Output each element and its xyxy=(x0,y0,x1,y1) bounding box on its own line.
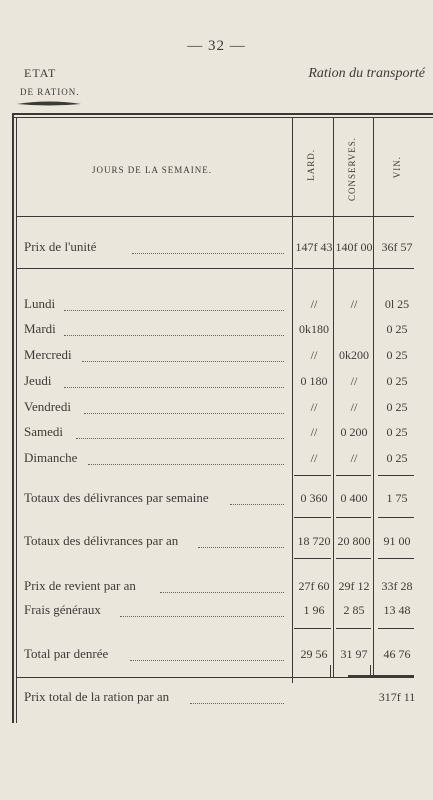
table-top-rule xyxy=(12,113,433,115)
weekly-total-conserves: 0 400 xyxy=(340,491,368,505)
weekly-total-label: Totaux des délivrances par semaine xyxy=(24,490,209,505)
day-leader xyxy=(64,298,284,311)
header-rule-cols xyxy=(292,216,414,217)
header-rule xyxy=(17,216,292,217)
overhead-sum-rule-2 xyxy=(336,628,371,629)
overhead-label: Frais généraux xyxy=(24,602,101,617)
cost-price-conserves: 29f 12 xyxy=(338,579,370,593)
day-label-samedi: Samedi xyxy=(24,424,63,439)
table-top-rule-thin xyxy=(12,117,433,118)
day-mercredi-conserves: 0k200 xyxy=(339,348,369,362)
day-vendredi-vin: 0 25 xyxy=(386,400,408,414)
days-header: JOURS DE LA SEMAINE. xyxy=(92,165,213,175)
unit-price-vin: 36f 57 xyxy=(381,240,413,254)
ration-total-leader xyxy=(190,691,284,704)
ration-table xyxy=(12,113,433,723)
table-left-rule xyxy=(12,113,14,723)
day-leader xyxy=(64,375,284,388)
day-mercredi-lard: // xyxy=(310,348,318,362)
day-mardi-lard: 0k180 xyxy=(299,322,329,336)
total-per-item-conserves: 31 97 xyxy=(340,647,368,661)
day-dimanche-lard: // xyxy=(310,451,318,465)
day-jeudi-conserves: // xyxy=(350,374,358,388)
day-leader xyxy=(88,452,284,465)
unit-price-rule-cols xyxy=(294,268,414,269)
yearly-total-label: Totaux des délivrances par an xyxy=(24,533,179,548)
day-vendredi-lard: // xyxy=(310,400,318,414)
header-de-ration: DE RATION. xyxy=(20,87,80,97)
cost-price-vin: 33f 28 xyxy=(381,579,413,593)
overhead-leader xyxy=(120,604,284,617)
col-header-lard: LARD. xyxy=(306,149,316,181)
overhead-sum-rule-3 xyxy=(378,628,414,629)
day-dimanche-conserves: // xyxy=(350,451,358,465)
day-samedi-conserves: 0 200 xyxy=(340,425,368,439)
col-divider-1 xyxy=(292,118,293,683)
day-samedi-vin: 0 25 xyxy=(386,425,408,439)
col-divider-3 xyxy=(373,118,374,678)
day-label-vendredi: Vendredi xyxy=(24,399,71,414)
days-sum-rule-1 xyxy=(294,475,331,476)
day-dimanche-vin: 0 25 xyxy=(386,451,408,465)
overhead-conserves: 2 85 xyxy=(343,603,365,617)
weekly-sum-rule-3 xyxy=(378,517,414,518)
day-leader xyxy=(76,426,284,439)
day-label-dimanche: Dimanche xyxy=(24,450,78,465)
days-sum-rule-3 xyxy=(378,475,414,476)
yearly-total-leader xyxy=(198,535,284,548)
day-mercredi-vin: 0 25 xyxy=(386,348,408,362)
day-label-mercredi: Mercredi xyxy=(24,347,72,362)
total-per-item-leader xyxy=(130,648,284,661)
unit-price-conserves: 140f 00 xyxy=(335,240,373,254)
day-leader xyxy=(82,349,284,362)
day-vendredi-conserves: // xyxy=(350,400,358,414)
weekly-sum-rule-1 xyxy=(294,517,331,518)
ration-total-label: Prix total de la ration par an xyxy=(24,689,170,704)
weekly-sum-rule-2 xyxy=(336,517,371,518)
day-leader xyxy=(64,323,284,336)
bottom-rule-heavy xyxy=(348,675,414,677)
header-etat: ETAT xyxy=(24,66,57,80)
day-lundi-vin: 0l 25 xyxy=(384,297,410,311)
yearly-sum-rule-3 xyxy=(378,558,414,559)
day-label-jeudi: Jeudi xyxy=(24,373,52,388)
unit-price-leader xyxy=(132,241,284,254)
page-number: — 32 — xyxy=(187,38,246,54)
total-per-item-vin: 46 76 xyxy=(383,647,411,661)
day-label-lundi: Lundi xyxy=(24,296,56,311)
day-lundi-lard: // xyxy=(310,297,318,311)
day-jeudi-lard: 0 180 xyxy=(300,374,328,388)
header-ration-title: Ration du transporté xyxy=(308,66,425,81)
ornamental-swash xyxy=(16,100,82,108)
unit-price-rule xyxy=(17,268,292,269)
overhead-lard: 1 96 xyxy=(303,603,325,617)
unit-price-label: Prix de l'unité xyxy=(24,239,97,254)
col-header-conserves: CONSERVES. xyxy=(347,137,357,202)
day-mardi-vin: 0 25 xyxy=(386,322,408,336)
yearly-sum-rule-1 xyxy=(294,558,331,559)
day-lundi-conserves: // xyxy=(350,297,358,311)
day-samedi-lard: // xyxy=(310,425,318,439)
yearly-sum-rule-2 xyxy=(336,558,371,559)
day-jeudi-vin: 0 25 xyxy=(386,374,408,388)
total-per-item-label: Total par denrée xyxy=(24,646,109,661)
col-header-vin: VIN. xyxy=(392,156,402,179)
overhead-vin: 13 48 xyxy=(383,603,411,617)
cost-price-label: Prix de revient par an xyxy=(24,578,136,593)
yearly-total-vin: 91 00 xyxy=(383,534,411,548)
days-sum-rule-2 xyxy=(336,475,371,476)
col-divider-2 xyxy=(333,118,334,678)
weekly-total-lard: 0 360 xyxy=(300,491,328,505)
table-left-rule-thin xyxy=(16,117,17,723)
bottom-rule xyxy=(17,677,414,678)
cost-price-leader xyxy=(160,580,284,593)
weekly-total-leader xyxy=(230,492,284,505)
unit-price-lard: 147f 43 xyxy=(295,240,333,254)
yearly-total-lard: 18 720 xyxy=(297,534,331,548)
day-leader xyxy=(84,401,284,414)
weekly-total-vin: 1 75 xyxy=(386,491,408,505)
total-per-item-lard: 29 56 xyxy=(300,647,328,661)
cost-price-lard: 27f 60 xyxy=(298,579,330,593)
yearly-total-conserves: 20 800 xyxy=(337,534,371,548)
overhead-sum-rule-1 xyxy=(294,628,331,629)
day-label-mardi: Mardi xyxy=(24,321,56,336)
ration-total-value: 317f 11 xyxy=(378,690,416,704)
